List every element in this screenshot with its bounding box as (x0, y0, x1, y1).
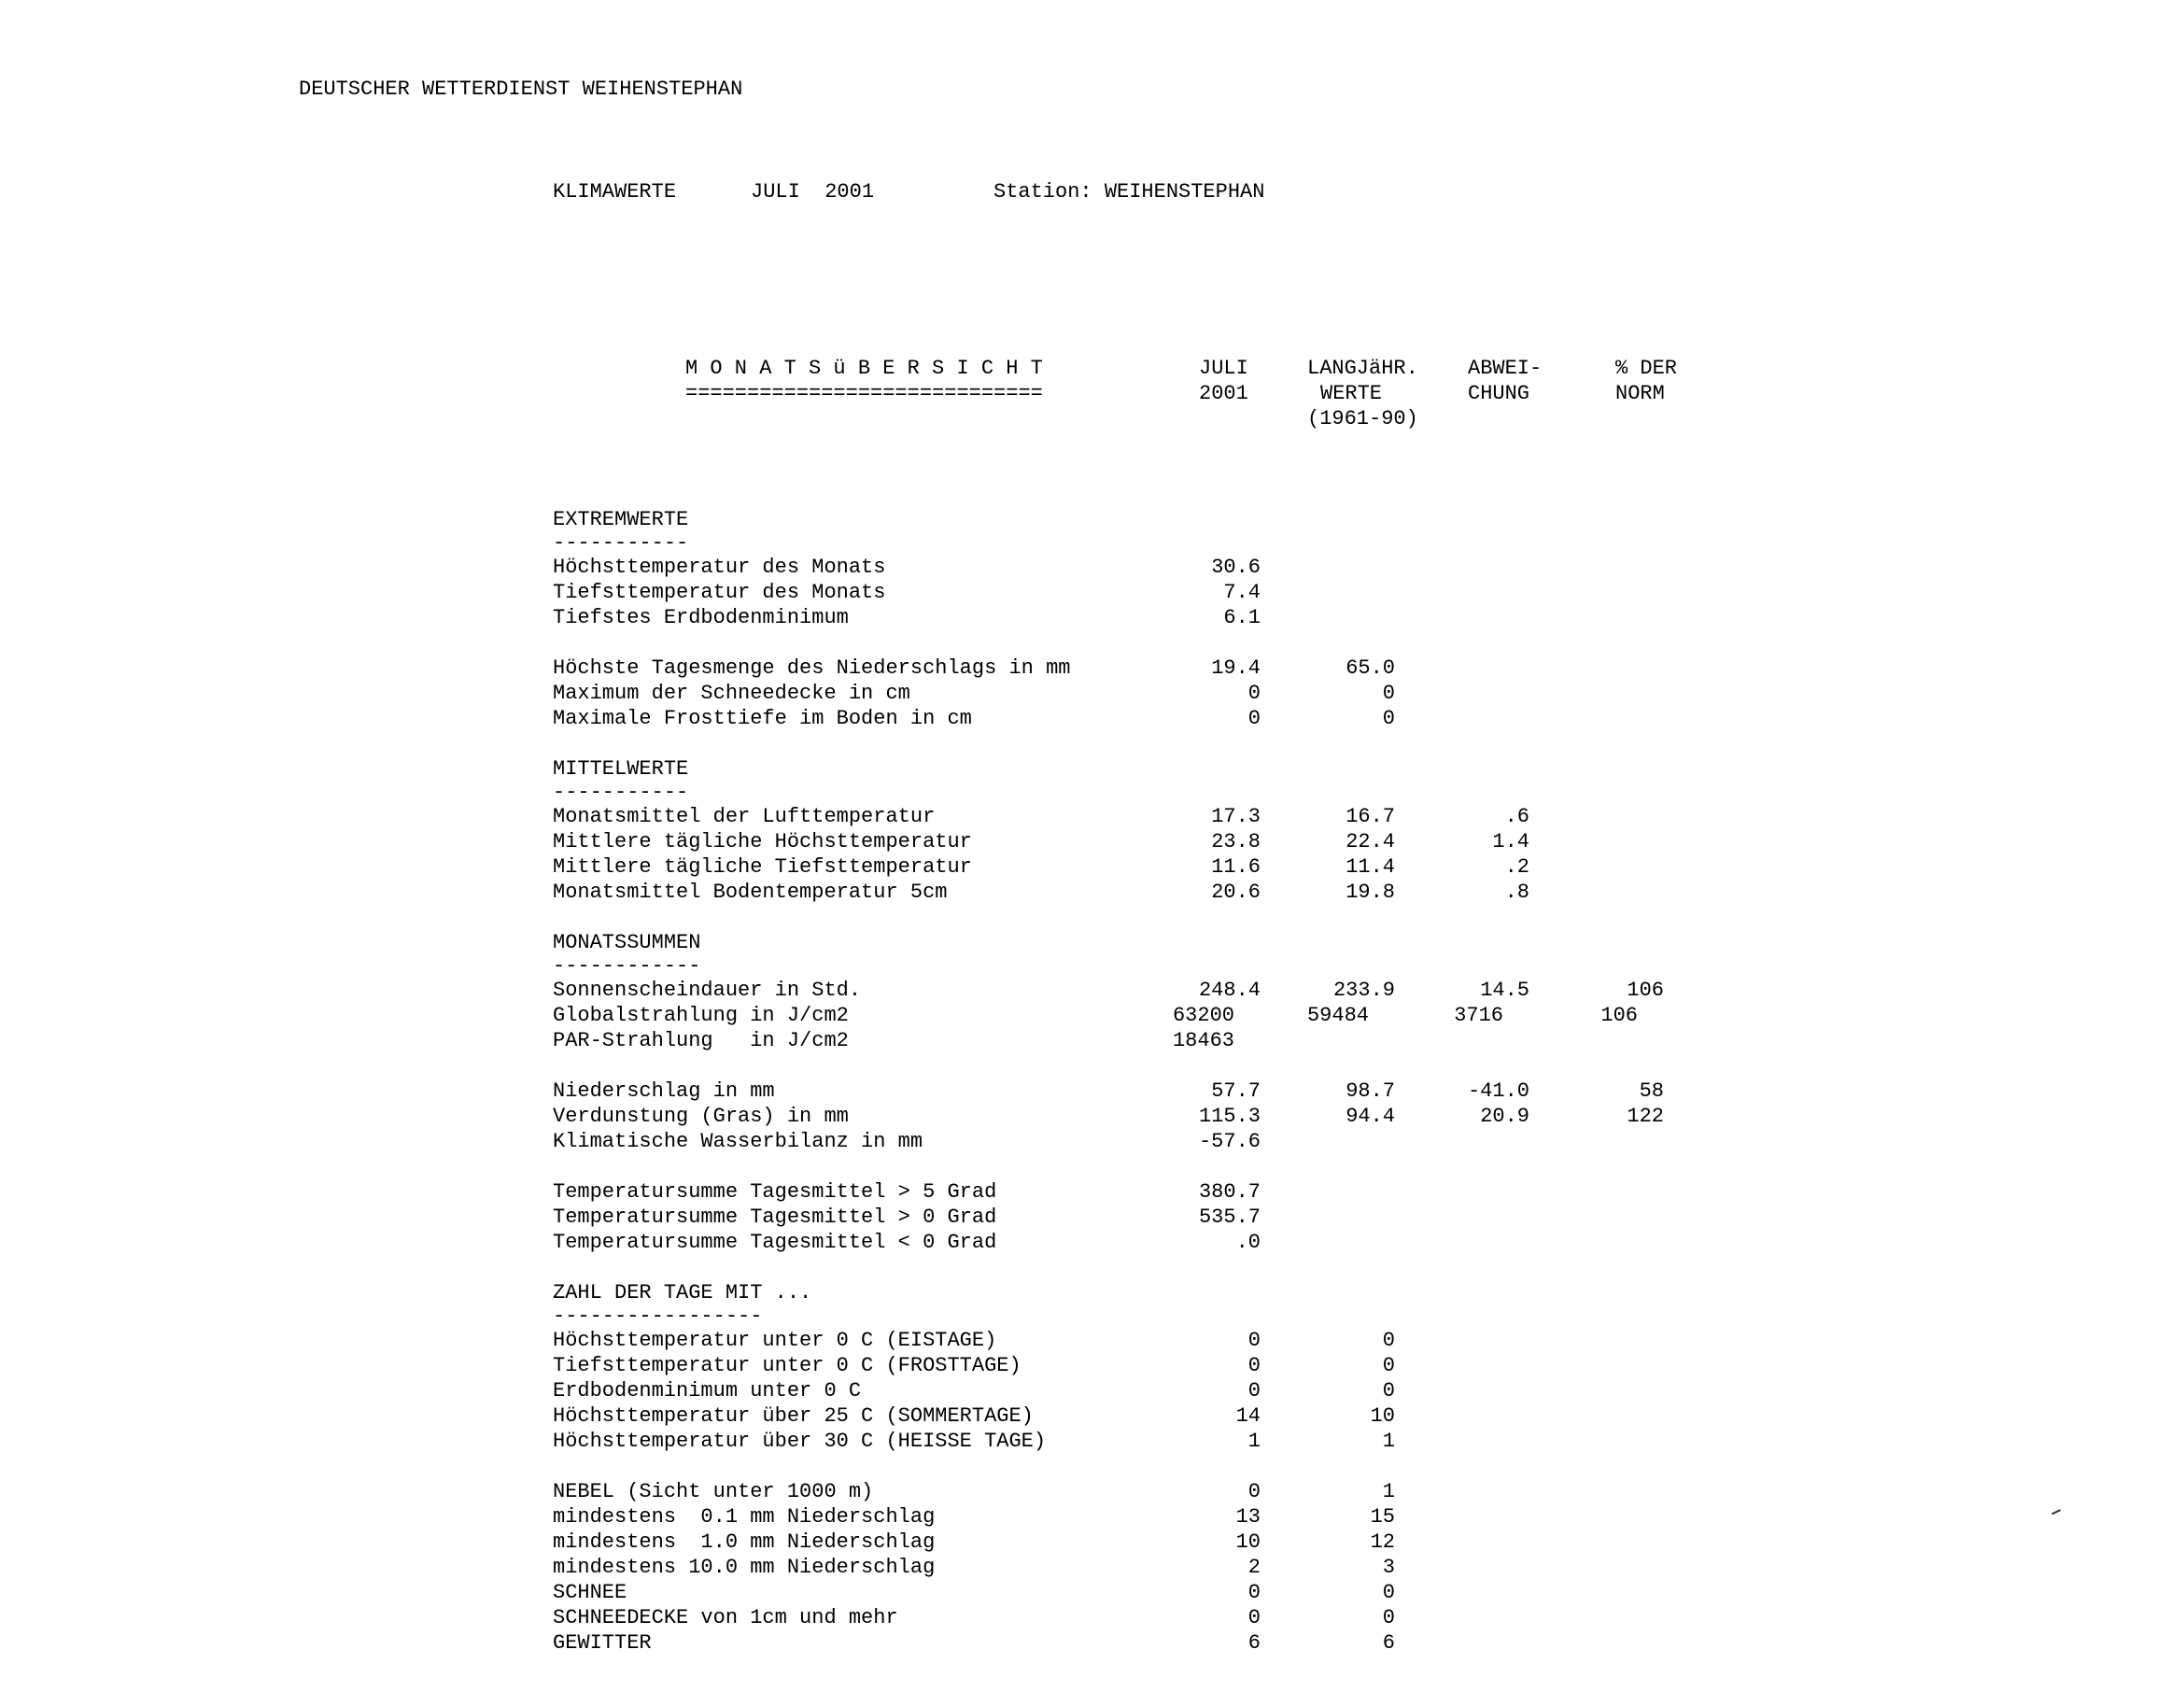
value-percent-norm (1529, 804, 1664, 829)
value-longterm: 10 (1370, 1404, 1395, 1428)
table-row (553, 1179, 1664, 1205)
value-deviation (1395, 1353, 1529, 1378)
value-deviation (1395, 1129, 1529, 1154)
climate-report (553, 129, 1678, 1706)
value-juli-2001: 0 (1247, 1329, 1261, 1352)
value-juli-2001: 19.4 (1211, 656, 1261, 680)
value-juli-2001: 18463 (1172, 1029, 1234, 1052)
value-deviation (1369, 1028, 1503, 1053)
section-title: EXTREMWERTE (553, 508, 689, 531)
table-row (553, 555, 1664, 580)
value-juli-2001: 14 (1235, 1404, 1261, 1428)
row-label: Mittlere tägliche Tiefsttemperatur (553, 855, 972, 879)
table-row (553, 1003, 1664, 1028)
table-row (553, 1530, 1664, 1555)
row-label: Niederschlag in mm (553, 1079, 775, 1103)
table-row (553, 1555, 1664, 1580)
value-deviation: 1.4 (1492, 830, 1529, 853)
section-rule: ----------- (553, 531, 689, 555)
row-label: Sonnenscheindauer in Std. (553, 979, 862, 1002)
value-juli-2001: 0 (1247, 1581, 1261, 1604)
value-longterm: 65.0 (1346, 656, 1395, 680)
value-deviation: 3716 (1454, 1004, 1503, 1027)
value-juli-2001: 23.8 (1211, 830, 1261, 853)
value-percent-norm (1503, 1028, 1638, 1053)
value-percent-norm (1529, 1230, 1664, 1255)
table-row (553, 1479, 1664, 1504)
value-longterm: 0 (1382, 1379, 1395, 1403)
value-longterm: 1 (1382, 1430, 1395, 1453)
value-deviation (1395, 1580, 1529, 1605)
value-deviation (1395, 1328, 1529, 1353)
value-deviation (1395, 1555, 1529, 1580)
value-percent-norm (1529, 1129, 1664, 1154)
value-juli-2001: 0 (1247, 1480, 1261, 1503)
value-longterm (1261, 1230, 1395, 1255)
row-label: Höchsttemperatur über 30 C (HEISSE TAGE) (553, 1430, 1047, 1453)
value-percent-norm: 122 (1627, 1105, 1664, 1128)
value-percent-norm (1529, 1403, 1664, 1429)
row-label: Monatsmittel der Lufttemperatur (553, 805, 936, 828)
col2-head-1: LANGJäHR. (1307, 357, 1418, 380)
value-deviation (1395, 1479, 1529, 1504)
table-row (553, 1205, 1664, 1230)
value-longterm: 1 (1382, 1480, 1395, 1503)
value-juli-2001: 63200 (1172, 1004, 1234, 1027)
row-label: Globalstrahlung in J/cm2 (553, 1004, 849, 1027)
value-deviation: -41.0 (1467, 1079, 1529, 1103)
value-longterm: 19.8 (1346, 881, 1395, 904)
value-deviation (1395, 1230, 1529, 1255)
value-juli-2001: 57.7 (1211, 1079, 1261, 1103)
value-longterm: 59484 (1306, 1004, 1369, 1027)
value-juli-2001: 6 (1247, 1631, 1261, 1655)
row-label: Maximum der Schneedecke in cm (553, 682, 910, 705)
section (553, 930, 1664, 1280)
value-percent-norm: 106 (1600, 1004, 1638, 1027)
value-juli-2001: 0 (1247, 1606, 1261, 1629)
overview-underline: ============================= (685, 382, 1043, 405)
value-juli-2001: 0 (1247, 707, 1261, 730)
value-percent-norm (1529, 580, 1664, 605)
value-longterm (1261, 580, 1395, 605)
value-deviation (1395, 1205, 1529, 1230)
value-longterm (1261, 605, 1395, 630)
value-longterm: 11.4 (1346, 855, 1395, 879)
value-deviation (1395, 1403, 1529, 1429)
value-longterm: 98.7 (1346, 1079, 1395, 1103)
value-longterm: 12 (1370, 1530, 1395, 1554)
value-deviation (1395, 1429, 1529, 1454)
value-juli-2001: 11.6 (1211, 855, 1261, 879)
value-juli-2001: .0 (1235, 1231, 1261, 1254)
value-longterm (1234, 1028, 1369, 1053)
row-label: Tiefstes Erdbodenminimum (553, 606, 849, 629)
report-sections (553, 507, 1664, 1681)
col3-head-1: ABWEI- (1468, 357, 1543, 380)
table-row (553, 656, 1664, 681)
table-row (553, 681, 1664, 706)
value-juli-2001: 115.3 (1198, 1105, 1261, 1128)
value-deviation (1395, 1605, 1529, 1630)
value-longterm: 0 (1382, 1329, 1395, 1352)
value-deviation: .2 (1504, 855, 1529, 879)
table-row (553, 1328, 1664, 1353)
value-percent-norm (1529, 605, 1664, 630)
value-percent-norm (1529, 1205, 1664, 1230)
value-percent-norm: 58 (1639, 1079, 1664, 1103)
value-percent-norm (1529, 656, 1664, 681)
table-row (553, 804, 1664, 829)
value-percent-norm (1529, 880, 1664, 905)
value-deviation: 14.5 (1480, 979, 1529, 1002)
row-label: Höchste Tagesmenge des Niederschlags in mm (553, 656, 1071, 680)
value-juli-2001: 535.7 (1198, 1205, 1261, 1229)
section-rule: ----------------- (553, 1304, 763, 1328)
section-title: MITTELWERTE (553, 757, 689, 781)
klimawerte-label: KLIMAWERTE (553, 180, 677, 204)
value-longterm: 0 (1382, 707, 1395, 730)
value-longterm: 15 (1370, 1505, 1395, 1529)
value-longterm: 0 (1382, 1354, 1395, 1377)
value-longterm: 94.4 (1346, 1105, 1395, 1128)
row-label: Tiefsttemperatur unter 0 C (FROSTTAGE) (553, 1354, 1022, 1377)
value-deviation (1395, 656, 1529, 681)
value-juli-2001: 30.6 (1211, 556, 1261, 579)
table-row (553, 1403, 1664, 1429)
row-label: NEBEL (Sicht unter 1000 m) (553, 1480, 874, 1503)
value-longterm: 0 (1382, 1606, 1395, 1629)
table-row (553, 854, 1664, 880)
value-deviation (1395, 1378, 1529, 1403)
col3-head-2: CHUNG (1468, 382, 1530, 405)
value-juli-2001: 0 (1247, 1354, 1261, 1377)
value-percent-norm (1529, 1530, 1664, 1555)
value-percent-norm (1529, 1179, 1664, 1205)
value-juli-2001: 2 (1247, 1556, 1261, 1579)
value-juli-2001: 20.6 (1211, 881, 1261, 904)
value-percent-norm (1529, 1429, 1664, 1454)
row-label: Höchsttemperatur unter 0 C (EISTAGE) (553, 1329, 997, 1352)
row-label: mindestens 10.0 mm Niederschlag (553, 1556, 936, 1579)
value-percent-norm (1529, 1555, 1664, 1580)
value-percent-norm (1529, 1328, 1664, 1353)
value-longterm (1261, 1205, 1395, 1230)
value-percent-norm (1529, 1605, 1664, 1630)
value-juli-2001: 7.4 (1223, 581, 1261, 604)
row-label: Höchsttemperatur des Monats (553, 556, 886, 579)
value-juli-2001: 10 (1235, 1530, 1261, 1554)
value-longterm: 16.7 (1346, 805, 1395, 828)
row-label: GEWITTER (553, 1631, 652, 1655)
value-percent-norm (1529, 829, 1664, 854)
value-percent-norm: 106 (1627, 979, 1664, 1002)
value-juli-2001: 13 (1235, 1505, 1261, 1529)
table-row (553, 829, 1664, 854)
table-row (553, 1230, 1664, 1255)
col4-head-2: NORM (1615, 382, 1665, 405)
table-row (553, 1353, 1664, 1378)
table-row (553, 706, 1664, 731)
report-header (553, 179, 1664, 204)
table-row (553, 1378, 1664, 1403)
table-row (553, 1028, 1664, 1053)
value-deviation (1395, 681, 1529, 706)
value-longterm: 6 (1382, 1631, 1395, 1655)
value-percent-norm (1529, 555, 1664, 580)
value-longterm: 22.4 (1346, 830, 1395, 853)
table-row (553, 1104, 1664, 1129)
row-label: mindestens 0.1 mm Niederschlag (553, 1505, 936, 1529)
section-title: MONATSSUMMEN (553, 931, 701, 954)
row-label: Temperatursumme Tagesmittel > 0 Grad (553, 1205, 997, 1229)
value-juli-2001: 6.1 (1223, 606, 1261, 629)
value-deviation (1395, 1630, 1529, 1656)
col2-head-3: (1961-90) (1307, 407, 1418, 430)
row-label: Klimatische Wasserbilanz in mm (553, 1130, 923, 1153)
value-percent-norm (1529, 1479, 1664, 1504)
row-label: SCHNEEDECKE von 1cm und mehr (553, 1606, 898, 1629)
table-row (553, 580, 1664, 605)
row-label: Erdbodenminimum unter 0 C (553, 1379, 862, 1403)
section-title: ZAHL DER TAGE MIT ... (553, 1281, 812, 1304)
value-juli-2001: 17.3 (1211, 805, 1261, 828)
value-juli-2001: -57.6 (1198, 1130, 1261, 1153)
row-label: Mittlere tägliche Höchsttemperatur (553, 830, 972, 853)
value-percent-norm (1529, 1353, 1664, 1378)
row-label: Tiefsttemperatur des Monats (553, 581, 886, 604)
value-deviation: .8 (1504, 881, 1529, 904)
value-longterm (1261, 1179, 1395, 1205)
col1-head-1: JULI (1199, 357, 1248, 380)
table-row (553, 1580, 1664, 1605)
value-longterm: 0 (1382, 682, 1395, 705)
table-row (553, 605, 1664, 630)
value-deviation: .6 (1504, 805, 1529, 828)
value-deviation: 20.9 (1480, 1105, 1529, 1128)
row-label: PAR-Strahlung in J/cm2 (553, 1029, 849, 1052)
row-label: Maximale Frosttiefe im Boden in cm (553, 707, 972, 730)
value-deviation (1395, 605, 1529, 630)
value-percent-norm (1529, 854, 1664, 880)
value-percent-norm (1529, 681, 1664, 706)
value-juli-2001: 0 (1247, 1379, 1261, 1403)
value-deviation (1395, 580, 1529, 605)
table-row (553, 1504, 1664, 1530)
value-juli-2001: 380.7 (1198, 1180, 1261, 1204)
value-longterm: 0 (1382, 1581, 1395, 1604)
section-rule: ----------- (553, 781, 689, 804)
stray-mark (2051, 1509, 2063, 1518)
row-label: Verdunstung (Gras) in mm (553, 1105, 849, 1128)
table-row (553, 978, 1664, 1003)
table-row (553, 1129, 1664, 1154)
organization-heading: DEUTSCHER WETTERDIENST WEIHENSTEPHAN (299, 78, 743, 101)
col4-head-1: % DER (1615, 357, 1678, 380)
section-rule: ------------ (553, 954, 701, 978)
row-label: Temperatursumme Tagesmittel < 0 Grad (553, 1231, 997, 1254)
table-row (553, 880, 1664, 905)
row-label: mindestens 1.0 mm Niederschlag (553, 1530, 936, 1554)
col1-head-2: 2001 (1199, 382, 1248, 405)
value-longterm: 233.9 (1332, 979, 1395, 1002)
row-label: SCHNEE (553, 1581, 627, 1604)
value-percent-norm (1529, 1630, 1664, 1656)
value-juli-2001: 0 (1247, 682, 1261, 705)
row-label: Monatsmittel Bodentemperatur 5cm (553, 881, 948, 904)
section (553, 756, 1664, 930)
row-label: Höchsttemperatur über 25 C (SOMMERTAGE) (553, 1404, 1034, 1428)
month-year: JULI 2001 (751, 180, 875, 204)
value-longterm: 3 (1382, 1556, 1395, 1579)
table-row (553, 1429, 1664, 1454)
section (553, 1280, 1664, 1681)
overview-title: M O N A T S ü B E R S I C H T (685, 357, 1043, 380)
value-deviation (1395, 1179, 1529, 1205)
value-deviation (1395, 706, 1529, 731)
value-longterm (1261, 1129, 1395, 1154)
station-label: Station: WEIHENSTEPHAN (993, 180, 1265, 204)
col2-head-2: WERTE (1320, 382, 1383, 405)
table-row (553, 1605, 1664, 1630)
value-percent-norm (1529, 706, 1664, 731)
column-header (553, 356, 1678, 431)
value-juli-2001: 248.4 (1198, 979, 1261, 1002)
row-label: Temperatursumme Tagesmittel > 5 Grad (553, 1180, 997, 1204)
value-longterm (1261, 555, 1395, 580)
value-deviation (1395, 1504, 1529, 1530)
value-percent-norm (1529, 1580, 1664, 1605)
table-row (553, 1079, 1664, 1104)
table-row (553, 1630, 1664, 1656)
value-percent-norm (1529, 1504, 1664, 1530)
value-deviation (1395, 555, 1529, 580)
value-juli-2001: 1 (1247, 1430, 1261, 1453)
value-deviation (1395, 1530, 1529, 1555)
section (553, 507, 1664, 756)
value-percent-norm (1529, 1378, 1664, 1403)
